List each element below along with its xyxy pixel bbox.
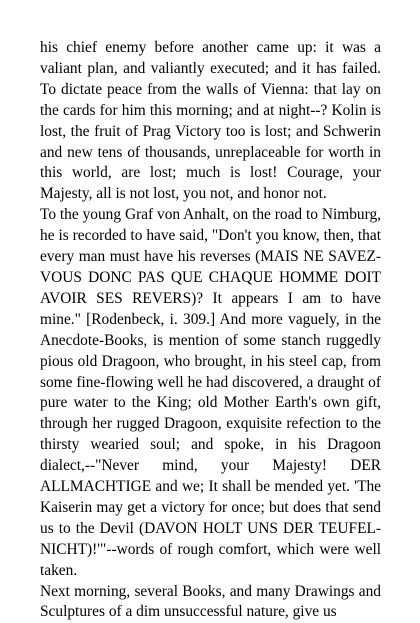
paragraph-kolin: his chief enemy before another came up: it was a valiant plan, and valiantly executed; and it has failed. To dictate peace from the walls of Vienna: that lay on the cards for him this morning; and at night--? Kolin is lost, the fruit of Prag Victory too is lost; and Schwerin and new tens of thousands, unreplaceable for worth in this world, are lost; much is lost! Courage, your Majesty, all is not lost, you not, and honor not. — [40, 39, 381, 203]
paragraph-anhalt-dragoon: To the young Graf von Anhalt, on the road to Nimburg, he is recorded to have said, "Don't you know, then, that every man must have his reverses (MAIS NE SAVEZ-VOUS DONC PAS QUE CHAQUE HOMME DOIT AVOIR SES REVERS)? It appears I am to have mine." [Rodenbeck, i. 309.] And more vaguely, in the Anecdote-Books, is mention of some stanch ruggedly pious old Dragoon, who brought, in his steel cap, from some fine-flowing well he had discovered, a draught of pure water to the King; old Mother Earth's own gift, through her rugged Dragoon, exquisite refection to the thirsty wearied soul; and spoke, in his Dragoon dialect,--"Never mind, your Majesty! DER ALLMACHTIGE and we; It shall be mended yet. 'The Kaiserin may get a victory for once; but does that send us to the Devil (DAVON HOLT UNS DER TEUFEL-NICHT)!'"--words of rough comfort, which were well taken. — [40, 206, 381, 579]
document-page — [40, 38, 381, 623]
paragraph-next-morning: Next morning, several Books, and many Drawings and Sculptures of a dim unsuccessful nature, give us — [40, 582, 381, 621]
